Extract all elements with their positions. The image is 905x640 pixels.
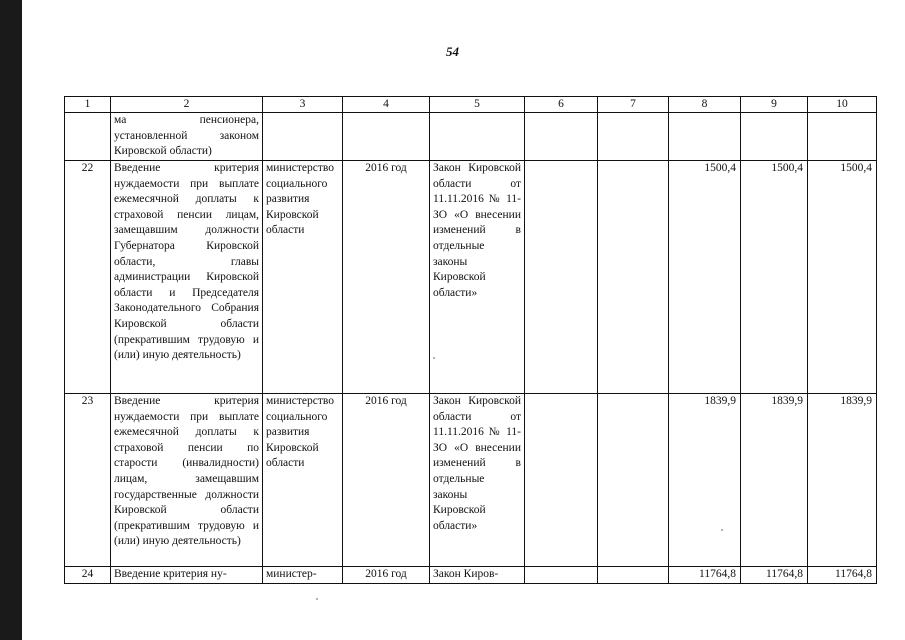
- table-row: [65, 161, 877, 394]
- table-row: [65, 394, 877, 567]
- cell-year: 2016 год: [343, 394, 430, 567]
- cell-col9: 1500,4: [741, 161, 808, 394]
- cell-description: Введение критерия нуждаемости при выплате ежемесячной доплаты к страховой пенсии по старости (инвалидности) лицам, замещавшим государственные должности Кировской области (прекратившим трудовую и (или) иную деятельность): [111, 394, 263, 567]
- cell-responsible: министерство социального развития Кировской области: [263, 161, 343, 394]
- cell-year: 2016 год: [343, 567, 430, 584]
- scan-speck: [433, 357, 435, 359]
- header-col-3: 3: [263, 97, 343, 113]
- cell-col10: 11764,8: [808, 567, 877, 584]
- header-col-8: 8: [669, 97, 741, 113]
- cell-col6: [525, 394, 598, 567]
- cell-law: Закон Кировской области от 11.11.2016 № 11-ЗО «О внесении изменений в отдельные законы Кировской области»: [430, 394, 525, 567]
- cell-description: ма пенсионера, установленной законом Кировской области): [111, 113, 263, 161]
- cell-col8: 1839,9: [669, 394, 741, 567]
- header-col-4: 4: [343, 97, 430, 113]
- cell-col6: [525, 161, 598, 394]
- cell-description: Введение критерия нуждаемости при выплате ежемесячной доплаты к страховой пенсии лицам, замещавшим должности Губернатора Кировской области, главы администрации Кировской области и Председателя Законодательного Собрания Кировской области (прекратившим трудовую и (или) иную деятельность): [111, 161, 263, 394]
- header-col-7: 7: [598, 97, 669, 113]
- cell-col9: [741, 113, 808, 161]
- cell-num: 24: [65, 567, 111, 584]
- budget-measures-table: [64, 96, 877, 584]
- cell-col7: [598, 113, 669, 161]
- header-col-1: 1: [65, 97, 111, 113]
- cell-col8: 1500,4: [669, 161, 741, 394]
- header-col-5: 5: [430, 97, 525, 113]
- cell-year: [343, 113, 430, 161]
- cell-law: Закон Киров-: [430, 567, 525, 584]
- header-col-6: 6: [525, 97, 598, 113]
- table-header-row: [65, 97, 877, 113]
- cell-num: 23: [65, 394, 111, 567]
- cell-col7: [598, 394, 669, 567]
- cell-description: Введение критерия ну-: [111, 567, 263, 584]
- cell-year: 2016 год: [343, 161, 430, 394]
- cell-responsible: министерство социального развития Кировской области: [263, 394, 343, 567]
- cell-col8: 11764,8: [669, 567, 741, 584]
- table-row-continuation: [65, 113, 877, 161]
- cell-col8: [669, 113, 741, 161]
- cell-col6: [525, 567, 598, 584]
- cell-col6: [525, 113, 598, 161]
- cell-col9: 11764,8: [741, 567, 808, 584]
- scan-edge-bar: [0, 0, 22, 640]
- cell-col7: [598, 161, 669, 394]
- cell-col10: [808, 113, 877, 161]
- cell-law: Закон Кировской области от 11.11.2016 № 11-ЗО «О внесении изменений в отдельные законы Кировской области»: [430, 161, 525, 394]
- cell-responsible: [263, 113, 343, 161]
- header-col-2: 2: [111, 97, 263, 113]
- cell-col7: [598, 567, 669, 584]
- scan-speck: [316, 598, 318, 600]
- cell-col10: 1500,4: [808, 161, 877, 394]
- cell-num: [65, 113, 111, 161]
- cell-num: 22: [65, 161, 111, 394]
- cell-responsible: министер-: [263, 567, 343, 584]
- table-row: [65, 567, 877, 584]
- page-number: 54: [446, 44, 459, 59]
- cell-law: [430, 113, 525, 161]
- header-col-9: 9: [741, 97, 808, 113]
- scan-speck: [721, 529, 723, 531]
- cell-col10: 1839,9: [808, 394, 877, 567]
- header-col-10: 10: [808, 97, 877, 113]
- cell-col9: 1839,9: [741, 394, 808, 567]
